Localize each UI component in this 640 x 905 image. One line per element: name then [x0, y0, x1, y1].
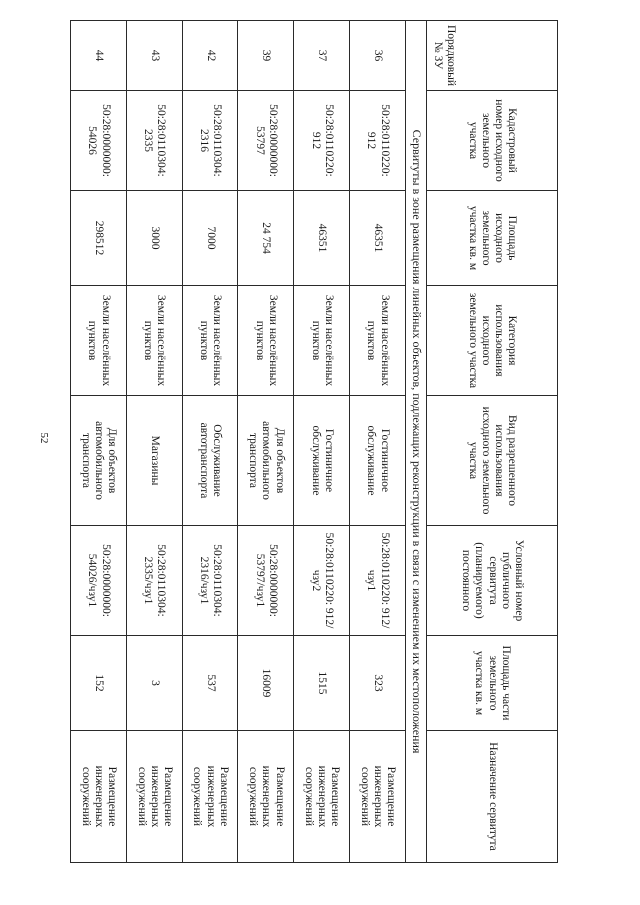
table-cell: Размещение инженерных сооружений — [126, 731, 182, 863]
table-cell: 323 — [349, 636, 405, 731]
table-cell: Размещение инженерных сооружений — [349, 731, 405, 863]
table-cell: 298512 — [71, 191, 127, 286]
table-cell: Для объектов автомобильного транспорта — [238, 396, 294, 526]
table-cell: 152 — [71, 636, 127, 731]
table-row — [71, 21, 127, 863]
table-cell: Обслуживание автотранспорта — [182, 396, 238, 526]
header-cell: Условный номер публичного сервитута (планируемого) постоянного — [427, 526, 558, 636]
table-cell: 36 — [349, 21, 405, 91]
document-page — [70, 20, 558, 862]
table-cell: 3000 — [126, 191, 182, 286]
table-cell: 7000 — [182, 191, 238, 286]
section-title: Сервитуты в зоне размещения линейных объектов, подлежащих реконструкции в связи с изменением их местоположения — [405, 21, 426, 863]
table-cell: Земли населённых пунктов — [349, 286, 405, 396]
table-cell: 50:28:0110220: 912 — [349, 91, 405, 191]
table-cell: Магазины — [126, 396, 182, 526]
table-cell: 44 — [71, 21, 127, 91]
table-cell: 37 — [294, 21, 350, 91]
table-cell: Для объектов автомобильного транспорта — [71, 396, 127, 526]
table-cell: Земли населённых пунктов — [238, 286, 294, 396]
header-cell: Вид разрешенного использования исходного земельного участка — [427, 396, 558, 526]
table-cell: 16009 — [238, 636, 294, 731]
table-cell: 3 — [126, 636, 182, 731]
header-cell: Категория использования исходного земельного участка — [427, 286, 558, 396]
table-row — [294, 21, 350, 863]
table-row — [182, 21, 238, 863]
table-cell: Гостиничное обслуживание — [349, 396, 405, 526]
table-cell: 39 — [238, 21, 294, 91]
page-number: 52 — [38, 432, 50, 444]
table-cell: 50:28:0110220: 912/чзу2 — [294, 526, 350, 636]
table-row — [126, 21, 182, 863]
table-cell: 50:28:0110304: 2316/чзу1 — [182, 526, 238, 636]
header-cell: Площадь исходного земельного участка кв. м — [427, 191, 558, 286]
servitude-table — [70, 20, 558, 863]
table-cell: Гостиничное обслуживание — [294, 396, 350, 526]
table-cell: Размещение инженерных сооружений — [71, 731, 127, 863]
table-cell: 42 — [182, 21, 238, 91]
table-cell: 46351 — [349, 191, 405, 286]
table-row — [349, 21, 405, 863]
header-cell: Площадь части земельного участка кв. м — [427, 636, 558, 731]
table-cell: 1515 — [294, 636, 350, 731]
table-cell: Размещение инженерных сооружений — [294, 731, 350, 863]
header-cell: Кадастровый номер исходного земельного участка — [427, 91, 558, 191]
header-row — [427, 21, 558, 863]
table-cell: 50:28:0000000: 54026/чзу1 — [71, 526, 127, 636]
table-row — [238, 21, 294, 863]
table-cell: 50:28:0000000: 54026 — [71, 91, 127, 191]
table-cell: Земли населённых пунктов — [182, 286, 238, 396]
table-cell: 46351 — [294, 191, 350, 286]
section-row — [405, 21, 426, 863]
table-cell: 50:28:0110220: 912/чзу1 — [349, 526, 405, 636]
table-cell: Размещение инженерных сооружений — [182, 731, 238, 863]
table-cell: 50:28:0110304: 2335 — [126, 91, 182, 191]
table-cell: 24 754 — [238, 191, 294, 286]
table-cell: 50:28:0110304: 2316 — [182, 91, 238, 191]
table-cell: 50:28:0000000: 53797/чзу1 — [238, 526, 294, 636]
table-cell: 50:28:0000000: 53797 — [238, 91, 294, 191]
table-cell: 50:28:0110304: 2335/чзу1 — [126, 526, 182, 636]
header-cell: Назначение сервитута — [427, 731, 558, 863]
table-cell: 43 — [126, 21, 182, 91]
table-cell: 537 — [182, 636, 238, 731]
table-cell: Земли населённых пунктов — [126, 286, 182, 396]
header-cell: Порядковый № ЗУ — [427, 21, 558, 91]
table-cell: Размещение инженерных сооружений — [238, 731, 294, 863]
table-cell: 50:28:0110220: 912 — [294, 91, 350, 191]
table-cell: Земли населённых пунктов — [294, 286, 350, 396]
table-cell: Земли населённых пунктов — [71, 286, 127, 396]
